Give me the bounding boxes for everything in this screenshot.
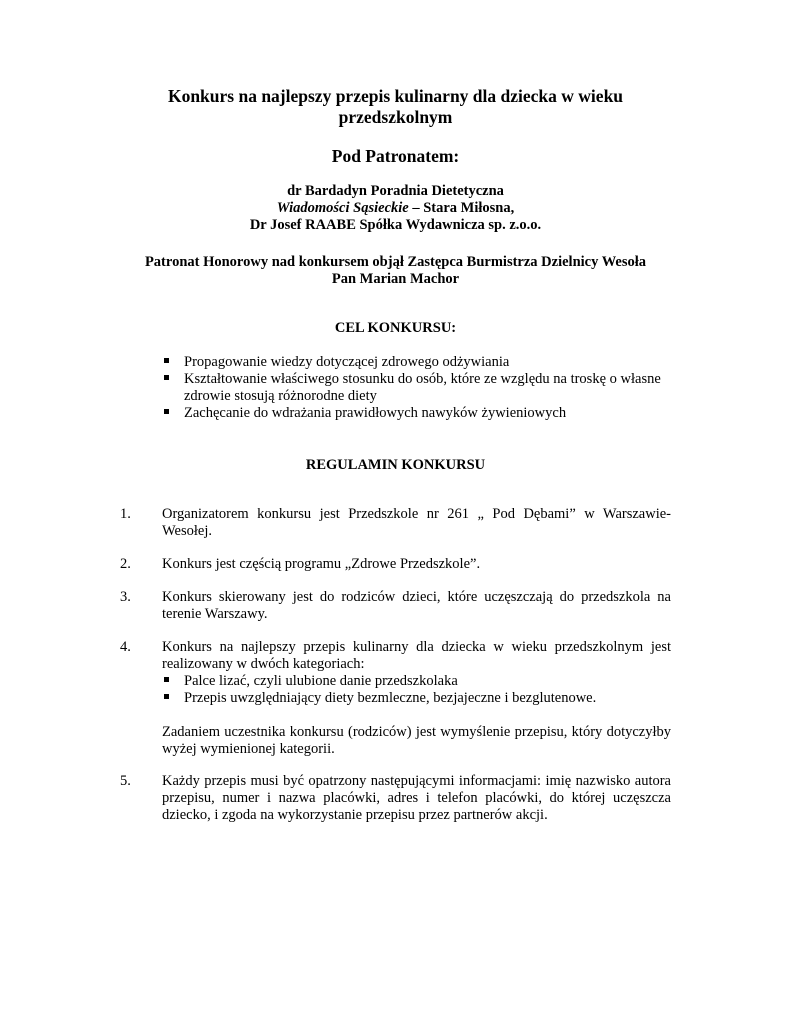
patronage-heading: Pod Patronatem: — [331, 146, 460, 166]
honorary-line-2: Pan Marian Machor — [331, 271, 460, 287]
bullet-icon — [164, 375, 169, 380]
category-text: Przepis uwzględniający diety bezmleczne, bezjajeczne i bezglutenowe. — [184, 690, 597, 706]
rule-body — [162, 639, 671, 758]
category-text: Palce lizać, czyli ulubione danie przedszkolaka — [184, 673, 458, 689]
patron-line-2 — [0, 200, 791, 217]
rule-text: Konkurs skierowany jest do rodziców dzieci, które uczęszczają do przedszkola na terenie Warszawy. — [162, 589, 671, 622]
goal-item — [162, 405, 677, 422]
rule-number: 1. — [120, 506, 131, 522]
rule-followup-text: Zadaniem uczestnika konkursu (rodziców) jest wymyślenie przepisu, który dotyczyłby wyżej wymienionej kategorii. — [162, 724, 671, 757]
patron-line-3: Dr Josef RAABE Spółka Wydawnicza sp. z.o.o. — [249, 217, 542, 233]
title-line-1: Konkurs na najlepszy przepis kulinarny dla dziecka w wieku — [167, 86, 624, 106]
patron-line-1: dr Bardadyn Poradnia Dietetyczna — [287, 183, 504, 199]
rule-text: Każdy przepis musi być opatrzony następującymi informacjami: imię nazwisko autora przepisu, numer i nazwa placówki, adres i telefon placówki, do której uczęszcza dziecko, i zgoda na wykorzystanie przepisu przez partnerów akcji. — [162, 773, 671, 823]
goal-heading: CEL KONKURSU: — [334, 320, 457, 336]
rule-number: 4. — [120, 639, 131, 655]
goal-list — [162, 354, 677, 422]
bullet-icon — [164, 677, 169, 682]
patrons-block — [0, 183, 791, 234]
category-item — [162, 673, 671, 690]
rule-number: 5. — [120, 773, 131, 789]
rule-item-4 — [120, 639, 671, 758]
patron-newspaper-name: Wiadomości Sąsieckie — [276, 200, 409, 216]
rule-item-1 — [120, 506, 671, 540]
goal-text: Kształtowanie właściwego stosunku do osób, które ze względu na troskę o własne zdrowie stosują różnorodne diety — [184, 371, 661, 404]
bullet-icon — [164, 358, 169, 363]
bullet-icon — [164, 694, 169, 699]
title-line-2: przedszkolnym — [338, 107, 453, 127]
bullet-icon — [164, 409, 169, 414]
rule-text: Organizatorem konkursu jest Przedszkole nr 261 „ Pod Dębami” w Warszawie-Wesołej. — [162, 506, 671, 539]
rule-text: Konkurs jest częścią programu „Zdrowe Przedszkole”. — [162, 556, 481, 572]
honorary-patronage — [0, 254, 791, 288]
rule-item-2 — [120, 556, 671, 573]
rule-number: 2. — [120, 556, 131, 572]
goal-item — [162, 354, 677, 371]
goal-text: Zachęcanie do wdrażania prawidłowych nawyków żywieniowych — [184, 405, 567, 421]
category-list — [162, 673, 671, 707]
rule-number: 3. — [120, 589, 131, 605]
rule-text: Konkurs na najlepszy przepis kulinarny dla dziecka w wieku przedszkolnym jest realizowany w dwóch kategoriach: — [162, 639, 671, 672]
spacer — [162, 707, 671, 724]
document-title — [0, 86, 791, 128]
patron-newspaper-location: – Stara Miłosna, — [408, 200, 515, 216]
rule-item-5 — [120, 773, 671, 824]
goal-item — [162, 371, 677, 405]
category-item — [162, 690, 671, 707]
rule-item-3 — [120, 589, 671, 623]
honorary-line-1: Patronat Honorowy nad konkursem objął Zastępca Burmistrza Dzielnicy Wesoła — [144, 254, 647, 270]
goal-text: Propagowanie wiedzy dotyczącej zdrowego odżywiania — [184, 354, 510, 370]
rules-heading: REGULAMIN KONKURSU — [305, 457, 486, 473]
